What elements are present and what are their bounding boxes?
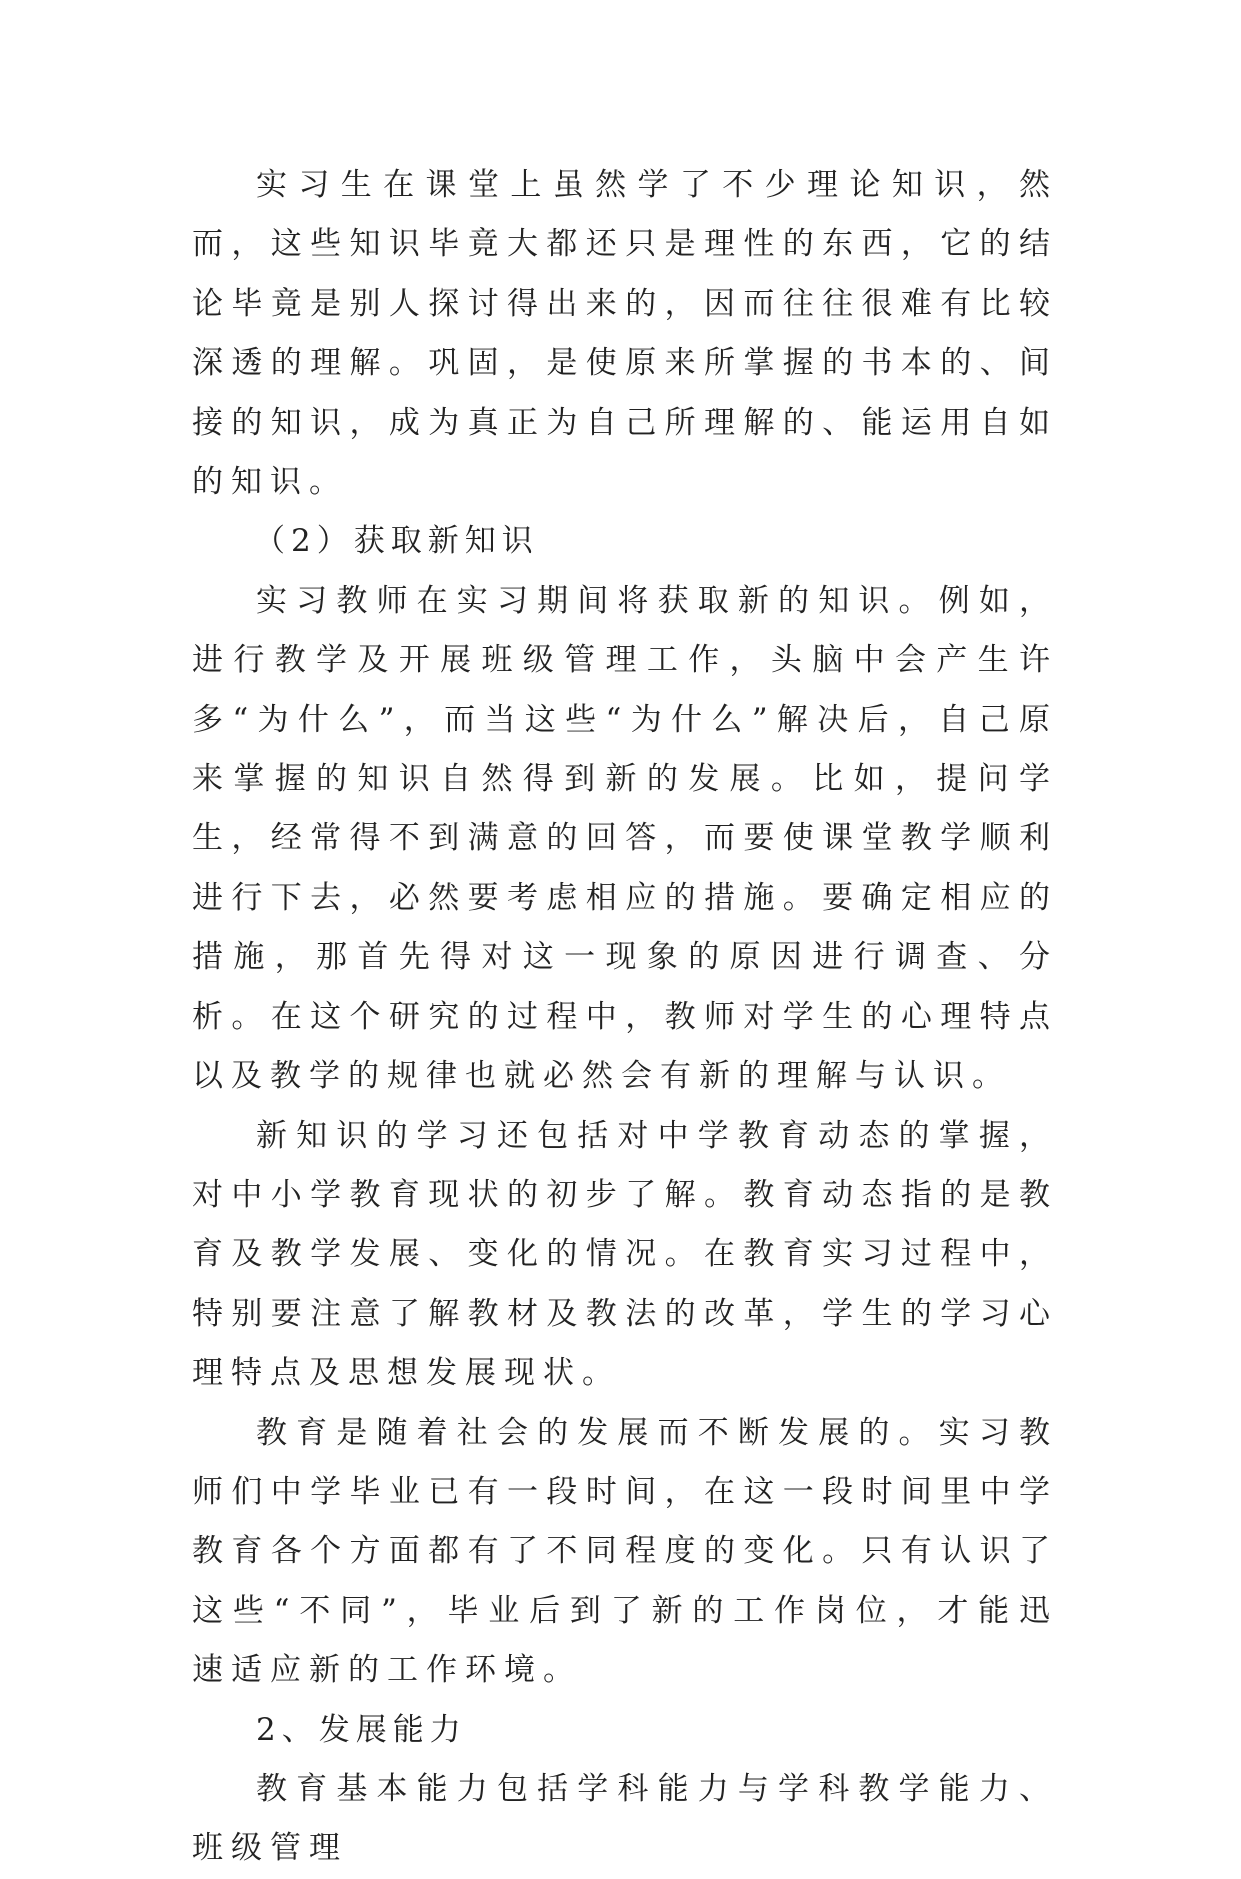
paragraph-education-dynamics: 新知识的学习还包括对中学教育动态的掌握，对中小学教育现状的初步了解。教育动态指的是教育及教学发展、变化的情况。在教育实习过程中，特别要注意了解教材及教法的改革，学生的学习心理特点及思想发展现状。 <box>192 1117 1058 1392</box>
paragraph-consolidation: 实习生在课堂上虽然学了不少理论知识，然而，这些知识毕竟大都还只是理性的东西，它的结论毕竟是别人探讨得出来的，因而往往很难有比较深透的理解。巩固，是使原来所掌握的书本的、间接的知识，成为真正为自己所理解的、能运用自如的知识。 <box>192 167 1058 501</box>
paragraph-education-development: 教育是随着社会的发展而不断发展的。实习教师们中学毕业已有一段时间，在这一段时间里中学教育各个方面都有了不同程度的变化。只有认识了这些“不同”，毕业后到了新的工作岗位，才能迅速适应新的工作环境。 <box>192 1414 1058 1689</box>
document-body <box>192 156 1058 1879</box>
paragraph-new-knowledge: 实习教师在实习期间将获取新的知识。例如，进行教学及开展班级管理工作，头脑中会产生许多“为什么”，而当这些“为什么”解决后，自己原来掌握的知识自然得到新的发展。比如，提问学生，经常得不到满意的回答，而要使课堂教学顺利进行下去，必然要考虑相应的措施。要确定相应的措施，那首先得对这一现象的原因进行调查、分析。在这个研究的过程中，教师对学生的心理特点以及教学的规律也就必然会有新的理解与认识。 <box>192 582 1058 1095</box>
heading-develop-ability: 2、发展能力 <box>256 1711 467 1748</box>
paragraph-basic-abilities: 教育基本能力包括学科能力与学科教学能力、班级管理 <box>192 1770 1058 1867</box>
subheading-acquire-new-knowledge: （2）获取新知识 <box>254 523 539 560</box>
